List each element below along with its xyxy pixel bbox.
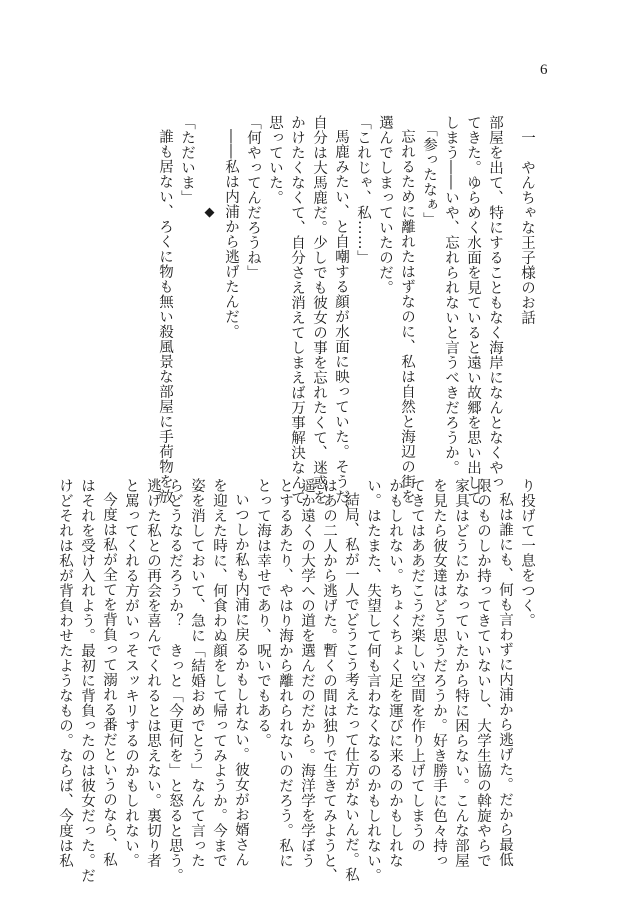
text-line: いつしか私も内浦に戻るかもしれない。彼女がお婿さん: [233, 492, 249, 867]
text-line: てきてはああだこうだ楽しい空間を作り上げてしまうの: [409, 478, 425, 853]
text-line: 遥か遠くの大学への道を選んだのだから。海洋学を学ぼう: [299, 478, 315, 868]
diamond-icon: ◆: [202, 205, 217, 221]
text-line: を見たら彼女達はどう思うだろうか。好き勝手に色々持っ: [431, 478, 447, 868]
text-line: はそれを受け入れよう。最初に背負ったのは彼女だった。だ: [79, 478, 95, 883]
text-line: 私は誰にも、何も言わずに内浦から逃げた。だから最低: [497, 492, 513, 867]
text-line: い。はたまた、失望して何も言わなくなるのかもしれない。: [365, 478, 381, 883]
text-line: 姿を消しておいて、急に「結婚おめでとう」なんて言った: [189, 478, 205, 868]
text-line: かもしれない。ちょくちょく足を運びに来るのかもしれな: [387, 478, 403, 868]
text-block-top: [154, 115, 538, 519]
text-line: 限のものしか持ってきていないし、大学生協の斡旋やらで: [475, 478, 491, 868]
text-line: 選んでしまっていたのだ。: [377, 115, 393, 295]
text-line: 「何やってんだろうね」: [245, 115, 261, 280]
section-divider: [198, 205, 220, 460]
text-block-bottom: [54, 478, 538, 883]
text-line: とするあたり、やはり海から離れられないのだろう。私に: [277, 478, 293, 868]
text-line: り投げて一息をつく。: [519, 478, 535, 628]
text-line: 馬鹿みたい、と自嘲する顔が水面に映っていた。そうだ、: [333, 129, 349, 519]
text-line: けどそれは私が背負わせたようなもの。ならば、今度は私: [57, 478, 73, 868]
text-line: 部屋を出て、特にすることもなく海岸になんとなくやっ: [487, 115, 503, 490]
text-line: らどうなるだろうか？ きっと「今更何を」と怒ると思う。: [167, 478, 183, 883]
text-line: 今度は私が全てを背負って溺れる番だというのなら、私: [101, 492, 117, 867]
text-line: 「これじゃ、私……」: [355, 115, 371, 265]
text-line: とって海は幸せであり、呪いでもある。: [255, 478, 271, 748]
text-line: ――私は内浦から逃げたんだ。: [223, 129, 239, 339]
text-line: 「参ったなぁ」: [421, 122, 437, 227]
text-line: 誰も居ない、ろくに物も無い殺風景な部屋に手荷物を放: [157, 129, 173, 504]
text-line: かけたくなくて、自分さえ消えてしまえば万事解決なんて: [289, 115, 305, 505]
text-line: 思っていた。: [267, 115, 283, 205]
text-line: 逃げた私との再会を喜んでくれるとは思えない。裏切り者: [145, 478, 161, 868]
text-line: しまう――いや、忘れられないと言うべきだろうか。: [443, 115, 459, 475]
page-number: 6: [540, 62, 548, 78]
text-line: と罵ってくれる方がいっそスッキリするのかもしれない。: [123, 478, 139, 868]
text-line: てきた。ゆらめく水面を見ていると遠い故郷を思い出して: [465, 115, 481, 505]
text-line: 自分は大馬鹿だ。少しでも彼女の事を忘れたくて、迷惑を: [311, 115, 327, 505]
text-line: を迎えた時に、何食わぬ顔をして帰ってみようか。今まで: [211, 478, 227, 868]
text-line: 家具はどうにかなっていたから特に困らない。こんな部屋: [453, 478, 469, 868]
chapter-title: 一 やんちゃな王子様のお話: [519, 130, 535, 325]
text-line: 「ただいま」: [179, 115, 195, 205]
text-line: はあの二人から逃げた。暫くの間は独りで生きてみようと、: [321, 478, 337, 883]
text-line: 結局、私が一人でどうこう考えたって仕方がないんだ。私: [343, 492, 359, 882]
text-line: 忘れるために離れたはずなのに、私は自然と海辺の街を: [399, 129, 415, 504]
